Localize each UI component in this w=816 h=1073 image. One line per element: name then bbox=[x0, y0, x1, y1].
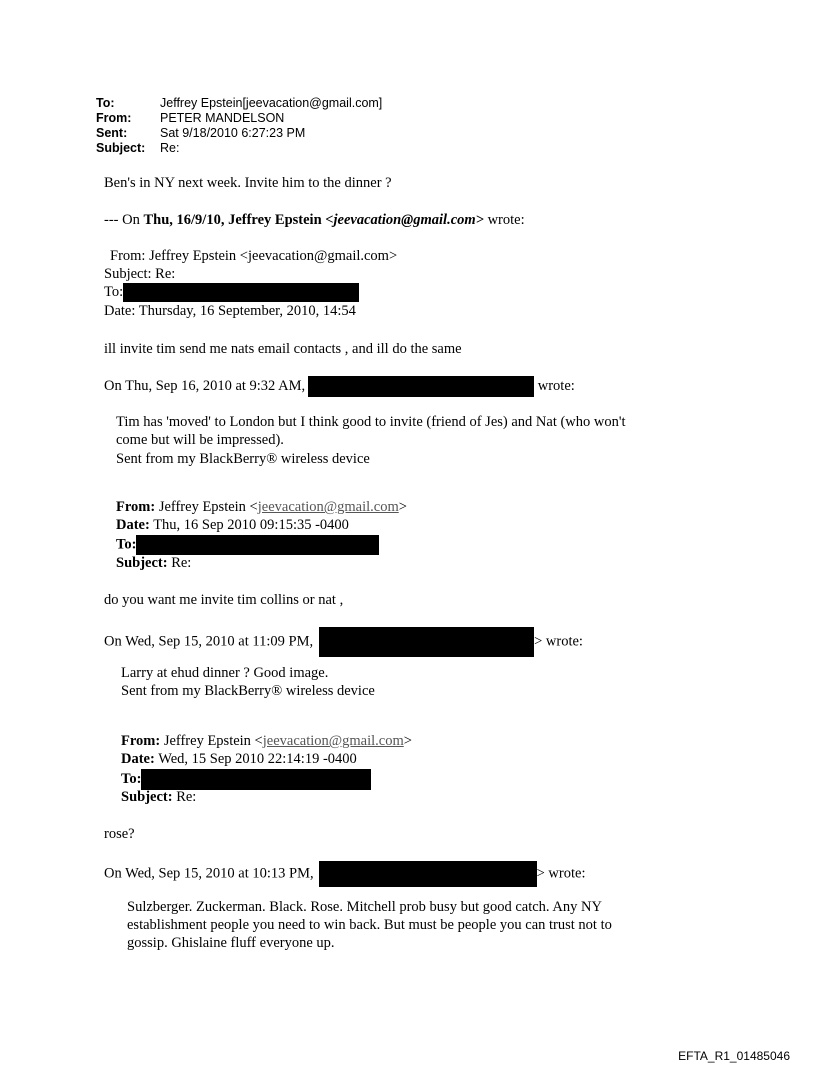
msg3-wrote: wrote: bbox=[534, 377, 575, 394]
msg2-subject-line: Subject: Re: bbox=[104, 266, 176, 282]
msg2-to-line bbox=[104, 283, 359, 302]
email-header bbox=[96, 96, 382, 156]
msg2-to-label: To: bbox=[104, 284, 124, 300]
msg7-on-text: On Wed, Sep 15, 2010 at 10:13 PM, bbox=[104, 865, 314, 882]
hdr4-date-value: Thu, 16 Sep 2010 09:15:35 -0400 bbox=[149, 517, 349, 533]
hdr4-to-line bbox=[116, 535, 379, 555]
hdr4-to-label: To: bbox=[116, 536, 137, 553]
msg6-body: rose? bbox=[104, 826, 135, 842]
hdr6-date-value: Wed, 15 Sep 2010 22:14:19 -0400 bbox=[154, 751, 357, 767]
hdr4-from-name: Jeffrey Epstein < bbox=[155, 499, 258, 515]
hdr6-email-link[interactable]: jeevacation@gmail.com bbox=[262, 733, 404, 749]
redaction-box bbox=[319, 627, 534, 657]
hdr6-subject-label: Subject: bbox=[121, 789, 173, 805]
redaction-box bbox=[123, 283, 359, 302]
msg7-wrote: > wrote: bbox=[536, 865, 586, 882]
subject-value: Re: bbox=[160, 141, 180, 155]
hdr4-date-line bbox=[116, 516, 349, 534]
to-label: To: bbox=[96, 96, 115, 110]
sent-label: Sent: bbox=[96, 126, 128, 140]
hdr6-to-line bbox=[121, 769, 371, 790]
msg7-line1: Sulzberger. Zuckerman. Black. Rose. Mitchell prob busy but good catch. Any NY bbox=[127, 899, 602, 915]
subject-label: Subject: bbox=[96, 141, 146, 155]
msg5-on-line bbox=[104, 627, 583, 657]
msg7-line2: establishment people you need to win back. But must be people you can trust not to bbox=[127, 917, 612, 933]
msg1-body: Ben's in NY next week. Invite him to the dinner ? bbox=[104, 175, 392, 191]
msg7-on-line bbox=[104, 861, 585, 887]
msg1-quote-prefix: --- On bbox=[104, 212, 144, 228]
msg3-body-line2: come but will be impressed). bbox=[116, 432, 284, 448]
msg2-date-line: Date: Thursday, 16 September, 2010, 14:54 bbox=[104, 303, 356, 319]
from-value: PETER MANDELSON bbox=[160, 111, 285, 125]
hdr6-date-label: Date: bbox=[121, 751, 155, 767]
hdr6-subject-line bbox=[121, 788, 196, 806]
msg1-quote-email: <jeevacation@gmail.com> bbox=[325, 212, 484, 228]
redaction-box bbox=[136, 535, 379, 555]
redaction-box bbox=[141, 769, 371, 790]
hdr6-date-line bbox=[121, 750, 357, 768]
hdr6-from-line bbox=[121, 732, 412, 750]
msg5-on-text: On Wed, Sep 15, 2010 at 11:09 PM, bbox=[104, 633, 314, 650]
hdr4-subject-label: Subject: bbox=[116, 555, 168, 571]
msg1-quote-suffix: wrote: bbox=[483, 212, 525, 228]
hdr6-to-label: To: bbox=[121, 770, 142, 787]
hdr6-subject-value: Re: bbox=[172, 789, 197, 805]
hdr6-from-name: Jeffrey Epstein < bbox=[160, 733, 263, 749]
msg1-quote-line bbox=[104, 211, 525, 229]
msg5-signature: Sent from my BlackBerry® wireless device bbox=[121, 683, 375, 699]
hdr4-email-link[interactable]: jeevacation@gmail.com bbox=[257, 499, 399, 515]
msg7-line3: gossip. Ghislaine fluff everyone up. bbox=[127, 935, 335, 951]
hdr6-from-label: From: bbox=[121, 733, 161, 749]
msg1-quote-bold: Thu, 16/9/10, Jeffrey Epstein bbox=[143, 212, 326, 228]
msg4-body: do you want me invite tim collins or nat , bbox=[104, 592, 344, 608]
msg3-body-line1: Tim has 'moved' to London but I think good to invite (friend of Jes) and Nat (who won't bbox=[116, 414, 626, 430]
msg3-on-line bbox=[104, 376, 575, 397]
from-label: From: bbox=[96, 111, 132, 125]
msg2-body: ill invite tim send me nats email contacts , and ill do the same bbox=[104, 341, 462, 357]
hdr4-from-label: From: bbox=[116, 499, 156, 515]
redaction-box bbox=[319, 861, 537, 887]
hdr4-from-close: > bbox=[398, 499, 407, 515]
to-value: Jeffrey Epstein[jeevacation@gmail.com] bbox=[160, 96, 383, 110]
msg5-wrote: > wrote: bbox=[534, 633, 583, 650]
msg5-body: Larry at ehud dinner ? Good image. bbox=[121, 665, 329, 681]
sent-value: Sat 9/18/2010 6:27:23 PM bbox=[160, 126, 306, 140]
hdr4-date-label: Date: bbox=[116, 517, 150, 533]
msg2-from-line: From: Jeffrey Epstein <jeevacation@gmail.com> bbox=[110, 248, 398, 264]
hdr6-from-close: > bbox=[403, 733, 412, 749]
msg3-on-text: On Thu, Sep 16, 2010 at 9:32 AM, bbox=[104, 377, 306, 394]
hdr4-subject-value: Re: bbox=[167, 555, 192, 571]
msg3-signature: Sent from my BlackBerry® wireless device bbox=[116, 451, 370, 467]
redaction-box bbox=[308, 376, 534, 397]
hdr4-subject-line bbox=[116, 554, 191, 572]
hdr4-from-line bbox=[116, 498, 407, 516]
document-id: EFTA_R1_01485046 bbox=[678, 1049, 790, 1063]
